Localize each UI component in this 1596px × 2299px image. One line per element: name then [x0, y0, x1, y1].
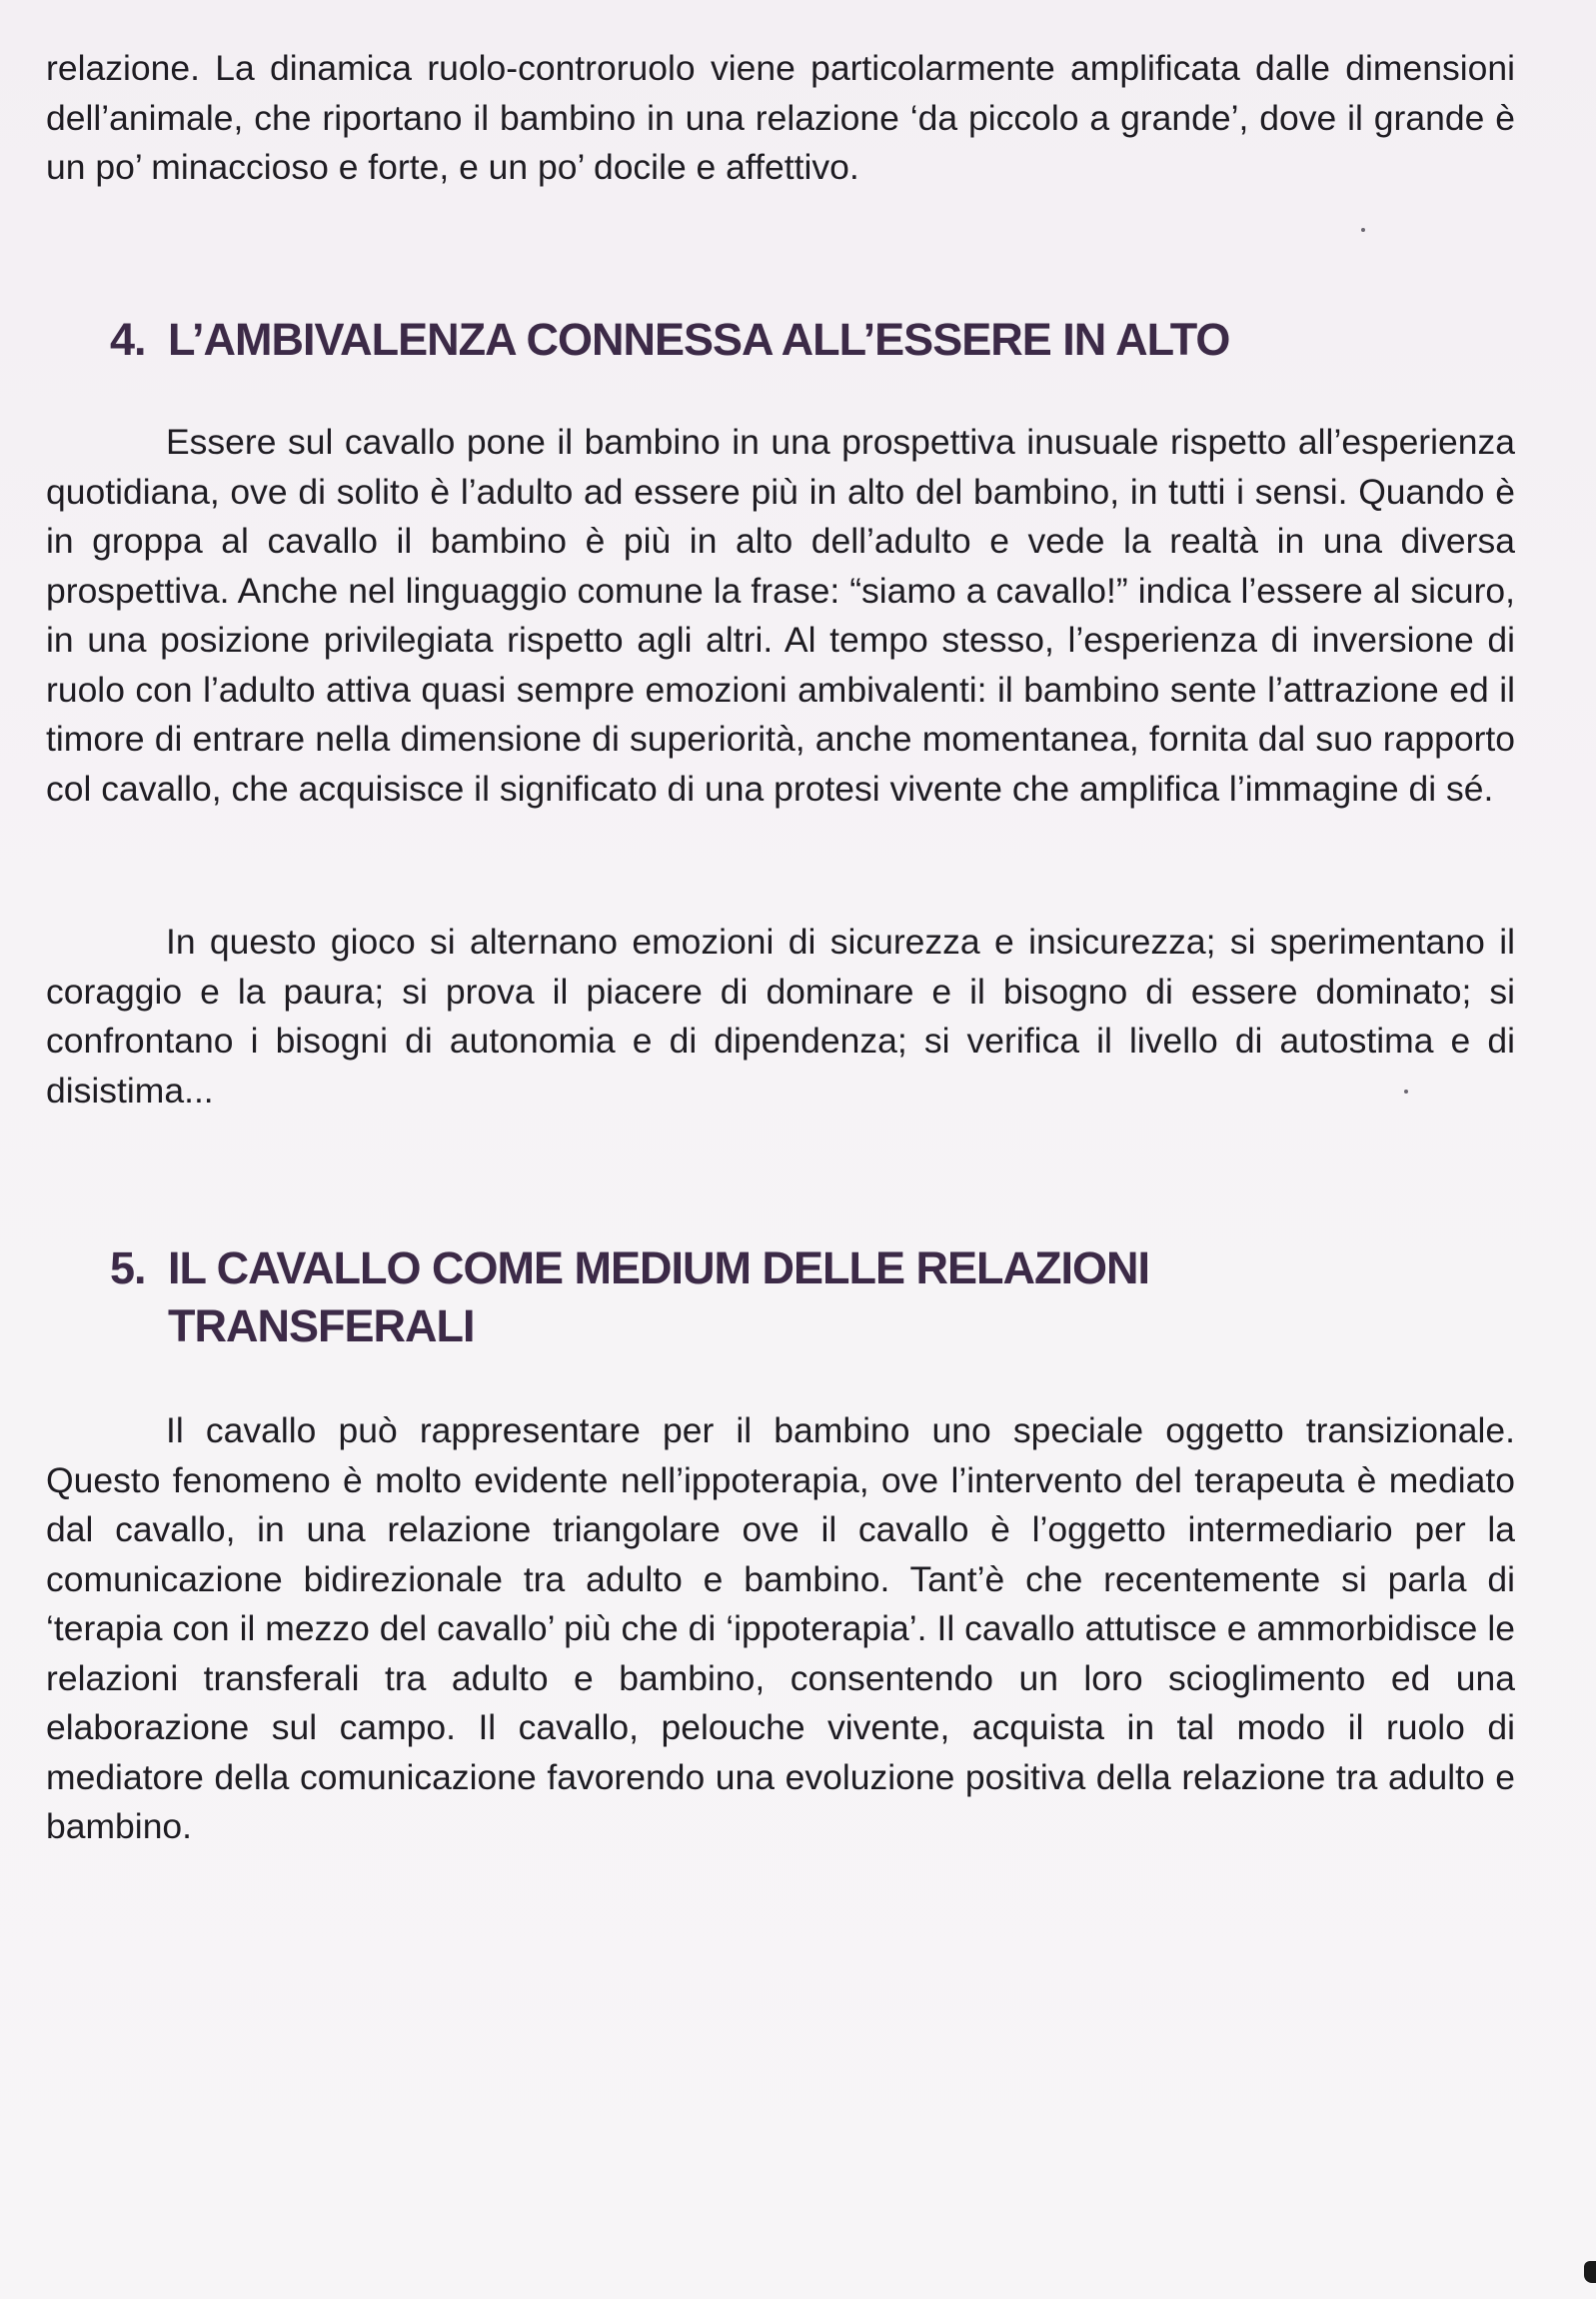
section-5-number: 5. [110, 1242, 146, 1293]
paper-speck [1361, 228, 1365, 232]
section-5-title-line-2: TRANSFERALI [168, 1300, 475, 1351]
section-5-paragraph-1: Il cavallo può rappresentare per il bambino uno speciale oggetto transizionale. Questo fenomeno è molto evidente nell’ippoterapia, ove l’intervento del terapeuta è mediato dal cavallo, in una relazione triangolare ove il cavallo è l’oggetto intermediario per la comunicazione bidirezionale tra adulto e bambino. Tant’è che recentemente si parla di ‘terapia con il mezzo del cavallo’ più che di ‘ippoterapia’. Il cavallo attutisce e ammorbidisce le relazioni transferali tra adulto e bambino, consentendo un loro scioglimento ed una elaborazione sul campo. Il cavallo, pelouche vivente, acquista in tal modo il ruolo di mediatore della comunicazione favorendo una evoluzione positiva della relazione tra adulto e bambino. [46, 1410, 1515, 1846]
intro-paragraph: relazione. La dinamica ruolo-controruolo viene particolarmente amplificata dalle dimensioni dell’animale, che riportano il bambino in una relazione ‘da piccolo a grande’, dove il grande è un po’ minaccioso e forte, e un po’ docile e affettivo. [46, 48, 1515, 187]
page-number-fragment [1584, 2261, 1596, 2283]
section-4-title: L’AMBIVALENZA CONNESSA ALL’ESSERE IN ALTO [168, 314, 1230, 365]
section-4-number: 4. [110, 314, 146, 365]
section-4-heading [110, 311, 1229, 369]
section-5-title-line-1: IL CAVALLO COME MEDIUM DELLE RELAZIONI [168, 1242, 1149, 1293]
paper-speck [1404, 1090, 1408, 1094]
section-4-paragraph-2: In questo gioco si alternano emozioni di sicurezza e insicurezza; si sperimentano il coraggio e la paura; si prova il piacere di dominare e il bisogno di essere dominato; si confrontano i bisogni di autonomia e di dipendenza; si verifica il livello di autostima e di disistima... [46, 922, 1515, 1111]
section-5-heading [110, 1239, 1149, 1355]
section-4-paragraph-1: Essere sul cavallo pone il bambino in una prospettiva inusuale rispetto all’esperienza quotidiana, ove di solito è l’adulto ad essere più in alto del bambino, in tutti i sensi. Quando è in groppa al cavallo il bambino è più in alto dell’adulto e vede la realtà in una diversa prospettiva. Anche nel linguaggio comune la frase: “siamo a cavallo!” indica l’essere al sicuro, in una posizione privilegiata rispetto agli altri. Al tempo stesso, l’esperienza di inversione di ruolo con l’adulto attiva quasi sempre emozioni ambivalenti: il bambino sente l’attrazione ed il timore di entrare nella dimensione di superiorità, anche momentanea, fornita dal suo rapporto col cavallo, che acquisisce il significato di una protesi vivente che amplifica l’immagine di sé. [46, 422, 1515, 809]
